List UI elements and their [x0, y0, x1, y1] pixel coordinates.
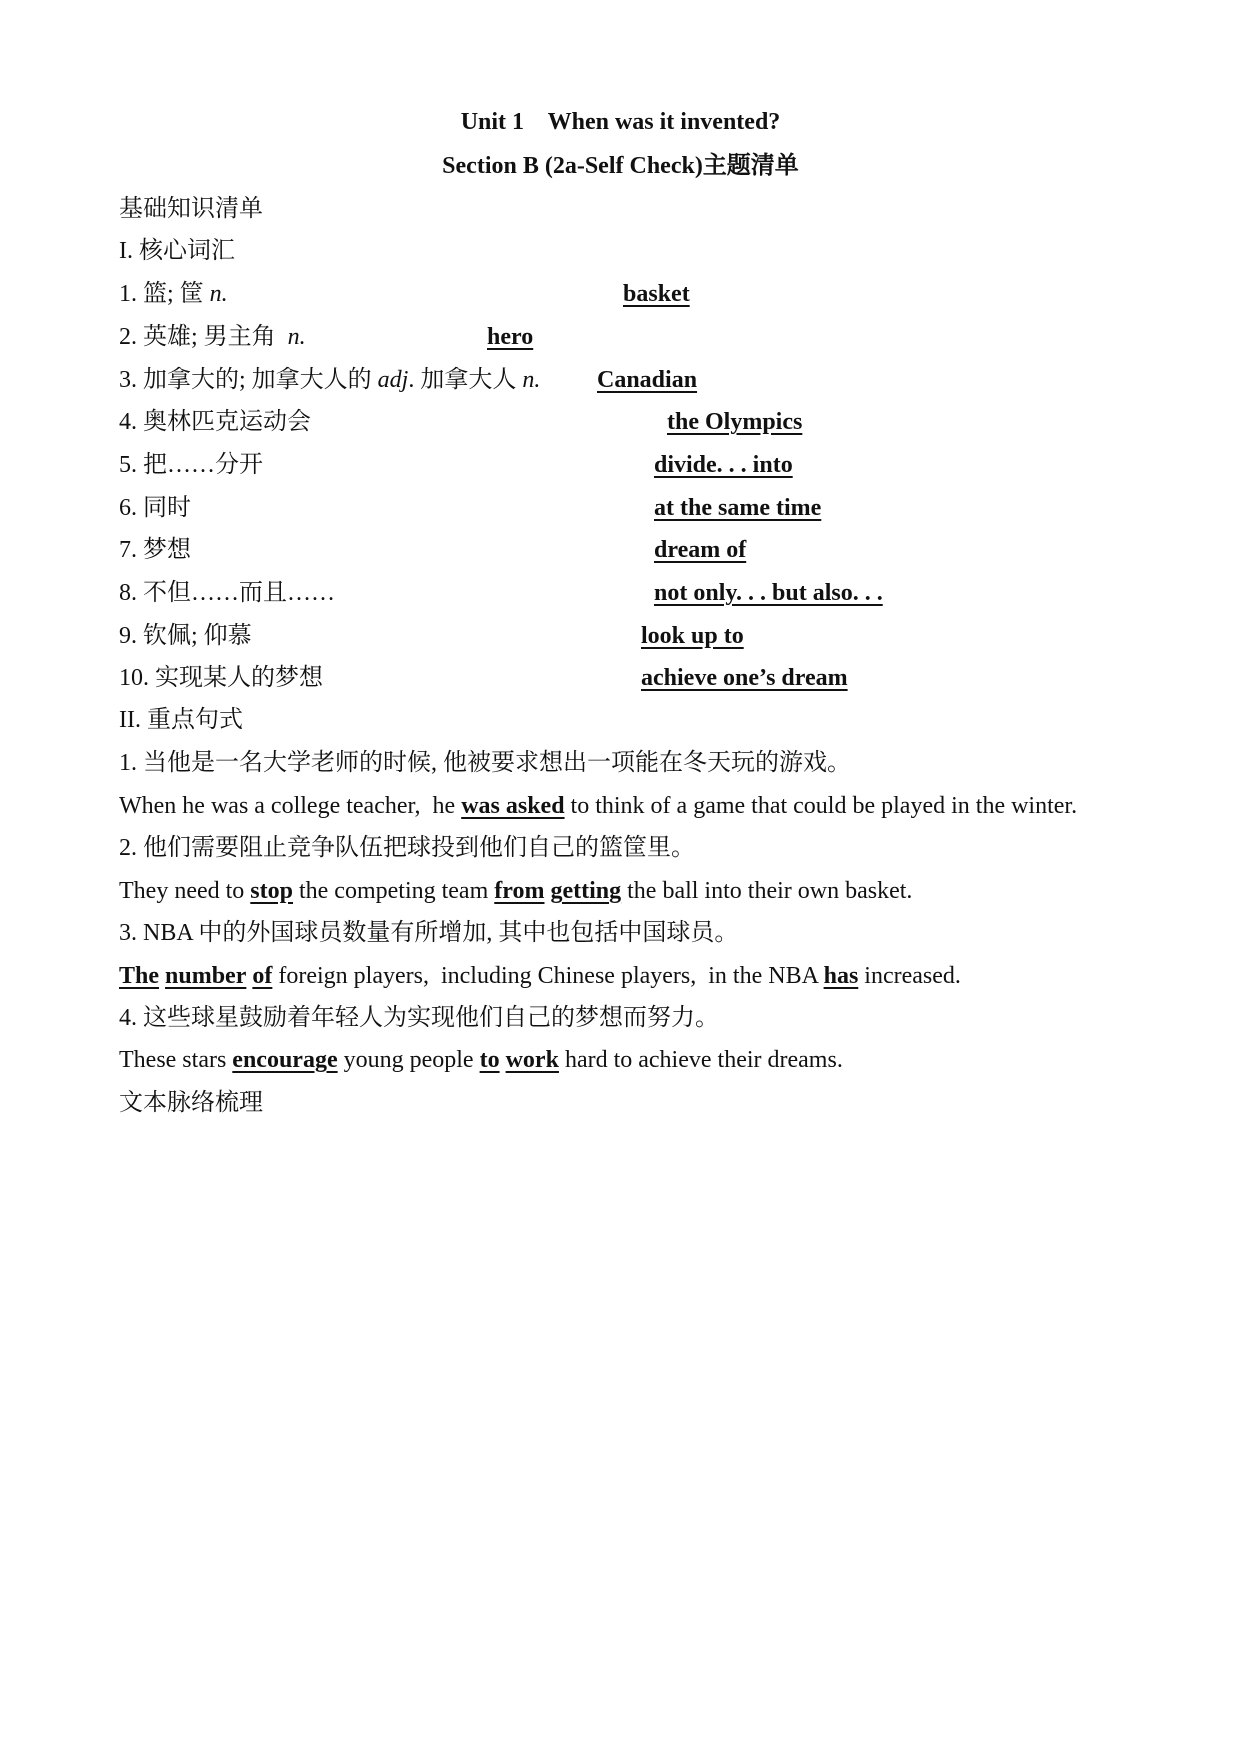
vocab-item-9-answer: look up to	[641, 623, 744, 649]
vocab-item-6-answer: at the same time	[654, 495, 822, 521]
sentence-3-en: The number of foreign players, including Chinese players, in the NBA has increased.	[119, 963, 961, 989]
vocab-item-4-answer: the Olympics	[667, 409, 803, 435]
vocab-item-2-prompt: 2. 英雄; 男主角 n.	[119, 324, 306, 350]
sentence-1-blank: was asked	[461, 793, 565, 819]
page-subtitle: Section B (2a-Self Check)主题清单	[442, 153, 799, 179]
sentence-2-cn: 2. 他们需要阻止竞争队伍把球投到他们自己的篮筐里。	[119, 835, 695, 861]
sentence-3-blank: The	[119, 963, 160, 989]
vocab-item-8-answer: not only. . . but also. . .	[654, 580, 883, 606]
sentence-2-en: They need to stop the competing team from getting the ball into their own basket.	[119, 878, 913, 904]
vocab-item-7-answer: dream of	[654, 537, 747, 563]
page-title: Unit 1 When was it invented?	[460, 109, 781, 135]
vocab-item-1-prompt: 1. 篮; 筐 n.	[119, 281, 228, 307]
vocab-item-3-answer: Canadian	[597, 367, 698, 393]
vocab-item-7-prompt: 7. 梦想	[119, 537, 191, 563]
sentence-1-cn: 1. 当他是一名大学老师的时候, 他被要求想出一项能在冬天玩的游戏。	[119, 750, 851, 776]
sentence-4-blank: to	[479, 1047, 500, 1073]
vocab-item-10-prompt: 10. 实现某人的梦想	[119, 665, 323, 691]
sentence-3-blank: of	[252, 963, 273, 989]
vocab-item-10-answer: achieve one’s dream	[641, 665, 848, 691]
vocab-item-3-prompt: 3. 加拿大的; 加拿大人的 adj. 加拿大人 n.	[119, 367, 541, 393]
sentence-2-blank: stop	[250, 878, 293, 904]
vocab-item-2-answer: hero	[487, 324, 534, 350]
sentence-4-cn: 4. 这些球星鼓励着年轻人为实现他们自己的梦想而努力。	[119, 1005, 719, 1031]
vocab-item-5-prompt: 5. 把……分开	[119, 452, 263, 478]
vocab-item-9-prompt: 9. 钦佩; 仰慕	[119, 623, 252, 649]
sentences-heading: II. 重点句式	[119, 707, 243, 733]
vocab-item-1-answer: basket	[623, 281, 690, 307]
vocab-item-8-prompt: 8. 不但……而且……	[119, 580, 335, 606]
vocab-item-5-answer: divide. . . into	[654, 452, 793, 478]
sentence-2-blank: from	[494, 878, 545, 904]
sentence-3-blank: has	[823, 963, 859, 989]
sentence-3-cn: 3. NBA 中的外国球员数量有所增加, 其中也包括中国球员。	[119, 920, 739, 946]
section-text-heading: 文本脉络梳理	[119, 1090, 263, 1116]
vocab-item-6-prompt: 6. 同时	[119, 495, 191, 521]
sentence-2-blank: getting	[550, 878, 622, 904]
sentence-3-blank: number	[165, 963, 247, 989]
sentence-1-en: When he was a college teacher, he was asked to think of a game that could be played in the winter.	[119, 793, 1078, 819]
sentence-4-blank: encourage	[232, 1047, 338, 1073]
sentence-4-blank: work	[505, 1047, 559, 1073]
section-basic-heading: 基础知识清单	[119, 196, 263, 222]
sentence-4-en: These stars encourage young people to work hard to achieve their dreams.	[119, 1047, 843, 1073]
vocab-item-4-prompt: 4. 奥林匹克运动会	[119, 409, 311, 435]
vocab-heading: I. 核心词汇	[119, 238, 235, 264]
